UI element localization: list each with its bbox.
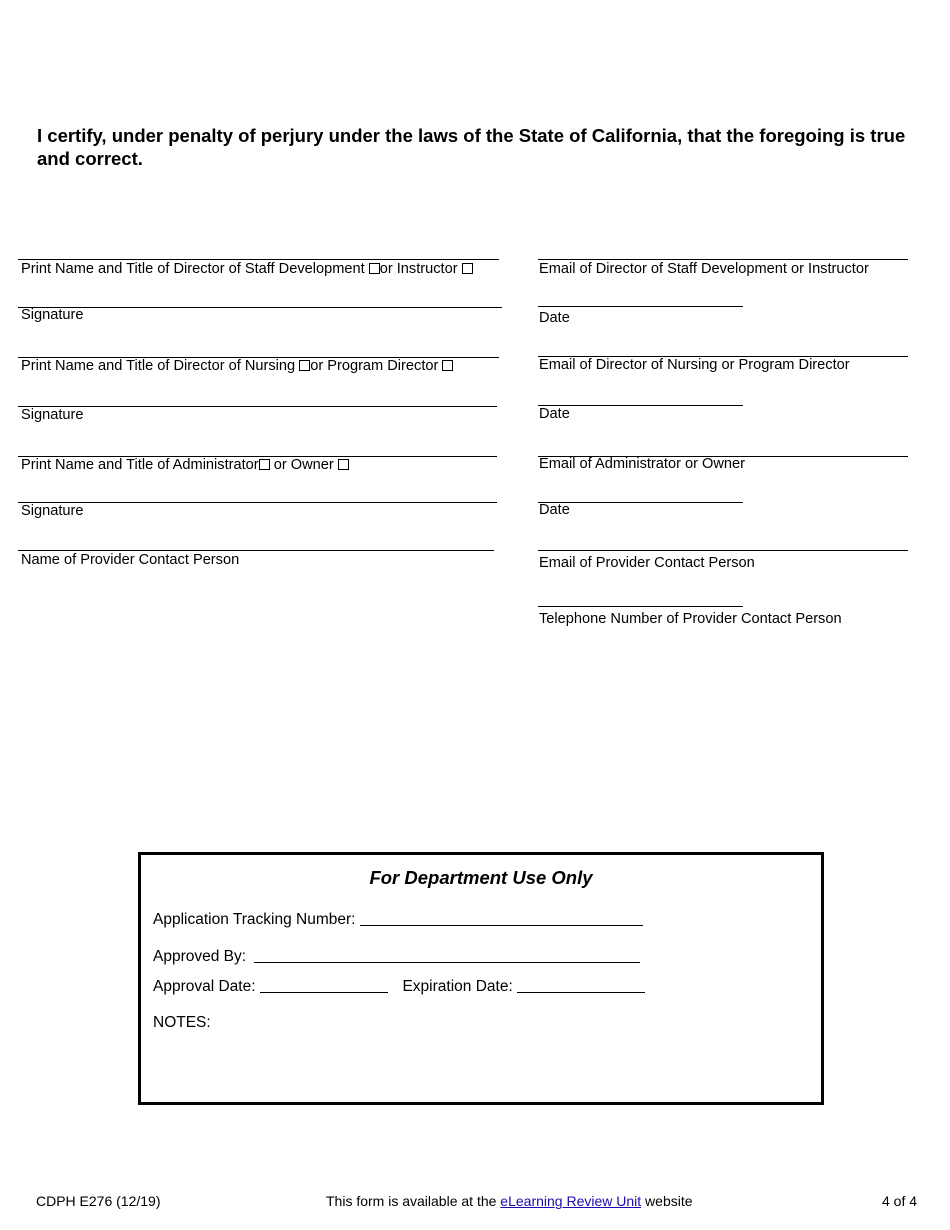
don-checkbox[interactable] [299, 360, 310, 371]
department-use-box [138, 852, 824, 1105]
date-label-1: Date [539, 310, 570, 326]
tracking-number-field[interactable] [360, 911, 643, 926]
signature-line-2[interactable] [18, 406, 497, 407]
instructor-checkbox[interactable] [462, 263, 473, 274]
availability-prefix: This form is available at the [326, 1193, 497, 1209]
signature-label-3: Signature [21, 503, 84, 519]
phone-contact-label: Telephone Number of Provider Contact Person [539, 611, 842, 627]
approval-date-label: Approval Date: [153, 978, 256, 995]
date-label-3: Date [539, 502, 570, 518]
availability-suffix: website [645, 1193, 693, 1209]
date-label-2: Date [539, 406, 570, 422]
email-contact-line[interactable] [538, 550, 908, 551]
signature-label-1: Signature [21, 307, 84, 323]
dsd-checkbox[interactable] [369, 263, 380, 274]
email-dsd-line[interactable] [538, 259, 908, 260]
tracking-number-row [153, 911, 643, 929]
owner-checkbox[interactable] [338, 459, 349, 470]
certification-statement: I certify, under penalty of perjury under the laws of the State of California, that the foregoing is true and correct. [37, 125, 906, 169]
approval-date-field[interactable] [260, 978, 388, 993]
program-director-label: or Program Director [310, 358, 439, 374]
date-line-1[interactable] [538, 306, 743, 307]
signature-line-3[interactable] [18, 502, 497, 503]
admin-label-text: Print Name and Title of Administrator [21, 457, 259, 473]
email-don-label: Email of Director of Nursing or Program Director [539, 357, 850, 373]
email-contact-label: Email of Provider Contact Person [539, 555, 755, 571]
expiration-date-label: Expiration Date: [402, 978, 513, 995]
admin-name-label [21, 457, 349, 474]
dsd-label-text: Print Name and Title of Director of Staff Development [21, 261, 365, 277]
phone-contact-line[interactable] [538, 606, 743, 607]
signature-line-1[interactable] [18, 307, 502, 308]
don-name-label [21, 358, 453, 375]
dsd-name-line[interactable] [18, 259, 499, 260]
email-admin-label: Email of Administrator or Owner [539, 456, 746, 472]
notes-label: NOTES: [153, 1014, 211, 1031]
department-use-title: For Department Use Only [369, 867, 593, 888]
contact-name-line[interactable] [18, 550, 494, 551]
approved-by-label: Approved By: [153, 948, 247, 965]
instructor-label: or Instructor [379, 261, 458, 277]
page-number: 4 of 4 [882, 1193, 918, 1209]
signature-label-2: Signature [21, 407, 84, 423]
email-dsd-label: Email of Director of Staff Development or Instructor [539, 261, 869, 277]
tracking-number-label: Application Tracking Number: [153, 911, 356, 928]
admin-checkbox[interactable] [259, 459, 270, 470]
dates-row [153, 978, 645, 996]
program-director-checkbox[interactable] [442, 360, 453, 371]
dsd-name-label [21, 261, 473, 278]
elearning-review-unit-link[interactable]: eLearning Review Unit [500, 1193, 642, 1209]
owner-label: or Owner [273, 457, 334, 473]
don-label-text: Print Name and Title of Director of Nursing [21, 358, 296, 374]
form-id: CDPH E276 (12/19) [36, 1193, 161, 1209]
contact-name-label: Name of Provider Contact Person [21, 552, 240, 568]
expiration-date-field[interactable] [517, 978, 645, 993]
availability-note [326, 1193, 693, 1209]
approved-by-field[interactable] [254, 948, 640, 963]
approved-by-row [153, 948, 640, 966]
